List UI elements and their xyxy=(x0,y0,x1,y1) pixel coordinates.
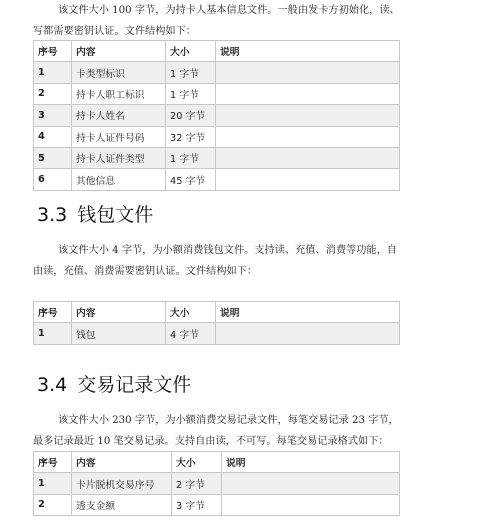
row-description xyxy=(216,62,400,83)
row-description xyxy=(216,323,400,344)
table-row xyxy=(34,494,400,515)
card-holder-file-table xyxy=(33,40,400,191)
row-content: 持卡人证件号码 xyxy=(72,126,166,147)
row-content: 钱包 xyxy=(72,323,166,344)
header-size: 大小 xyxy=(166,41,216,62)
intro-line-2: 写都需要密钥认证。文件结构如下： xyxy=(33,26,196,37)
wallet-line-1: 该文件大小 4 字节，为小额消费钱包文件。支持读、充值、消费等功能，自 xyxy=(58,245,397,256)
row-index: 2 xyxy=(34,494,72,515)
row-description xyxy=(222,473,400,494)
row-content: 持卡人姓名 xyxy=(72,105,166,126)
transaction-paragraph xyxy=(33,410,405,452)
row-description xyxy=(216,105,400,126)
wallet-file-table xyxy=(33,301,400,345)
header-index: 序号 xyxy=(34,302,72,323)
table-row xyxy=(34,83,400,104)
section-title: 钱包文件 xyxy=(77,204,154,226)
row-content: 其他信息 xyxy=(72,169,166,190)
row-index: 3 xyxy=(34,105,72,126)
row-size: 3 字节 xyxy=(172,494,222,515)
row-size: 45 字节 xyxy=(166,169,216,190)
header-description: 说明 xyxy=(216,302,400,323)
header-content: 内容 xyxy=(72,302,166,323)
row-size: 1 字节 xyxy=(166,147,216,168)
header-content: 内容 xyxy=(72,41,166,62)
row-description xyxy=(216,147,400,168)
row-description xyxy=(216,126,400,147)
header-size: 大小 xyxy=(172,452,222,473)
row-index: 1 xyxy=(34,62,72,83)
section-heading-3-3 xyxy=(37,200,153,227)
row-index: 6 xyxy=(34,169,72,190)
wallet-line-2: 由读，充值、消费需要密钥认证。文件结构如下： xyxy=(33,266,258,277)
transaction-line-2: 最多记录最近 10 笔交易记录。支持自由读，不可写。每笔交易记录格式如下： xyxy=(33,436,389,447)
section-heading-3-4 xyxy=(37,370,191,397)
row-size: 1 字节 xyxy=(166,62,216,83)
transaction-record-table xyxy=(33,451,400,516)
table-header-row xyxy=(34,302,400,323)
row-content: 持卡人证件类型 xyxy=(72,147,166,168)
header-index: 序号 xyxy=(34,452,72,473)
table-row xyxy=(34,62,400,83)
row-content: 卡类型标识 xyxy=(72,62,166,83)
header-description: 说明 xyxy=(216,41,400,62)
table-header-row xyxy=(34,452,400,473)
table-row xyxy=(34,105,400,126)
header-size: 大小 xyxy=(166,302,216,323)
table-header-row xyxy=(34,41,400,62)
section-number: 3.3 xyxy=(37,204,68,226)
table-row xyxy=(34,126,400,147)
wallet-paragraph xyxy=(33,240,405,282)
row-content: 卡片脱机交易序号 xyxy=(72,473,172,494)
table-row xyxy=(34,147,400,168)
table-row xyxy=(34,169,400,190)
row-description xyxy=(222,494,400,515)
row-content: 透支金额 xyxy=(72,494,172,515)
intro-paragraph xyxy=(33,0,405,42)
row-index: 1 xyxy=(34,473,72,494)
row-index: 2 xyxy=(34,83,72,104)
table-row xyxy=(34,473,400,494)
row-size: 1 字节 xyxy=(166,83,216,104)
header-index: 序号 xyxy=(34,41,72,62)
header-description: 说明 xyxy=(222,452,400,473)
row-size: 20 字节 xyxy=(166,105,216,126)
row-size: 2 字节 xyxy=(172,473,222,494)
row-description xyxy=(216,169,400,190)
intro-line-1: 该文件大小 100 字节，为持卡人基本信息文件。一般由发卡方初始化，读、 xyxy=(58,5,400,16)
header-content: 内容 xyxy=(72,452,172,473)
row-description xyxy=(216,83,400,104)
row-index: 1 xyxy=(34,323,72,344)
row-content: 持卡人职工标识 xyxy=(72,83,166,104)
section-title: 交易记录文件 xyxy=(77,374,192,396)
row-index: 5 xyxy=(34,147,72,168)
section-number: 3.4 xyxy=(37,374,68,396)
row-size: 32 字节 xyxy=(166,126,216,147)
row-size: 4 字节 xyxy=(166,323,216,344)
row-index: 4 xyxy=(34,126,72,147)
table-row xyxy=(34,323,400,344)
transaction-line-1: 该文件大小 230 字节，为小额消费交易记录文件，每笔交易记录 23 字节， xyxy=(58,415,399,426)
